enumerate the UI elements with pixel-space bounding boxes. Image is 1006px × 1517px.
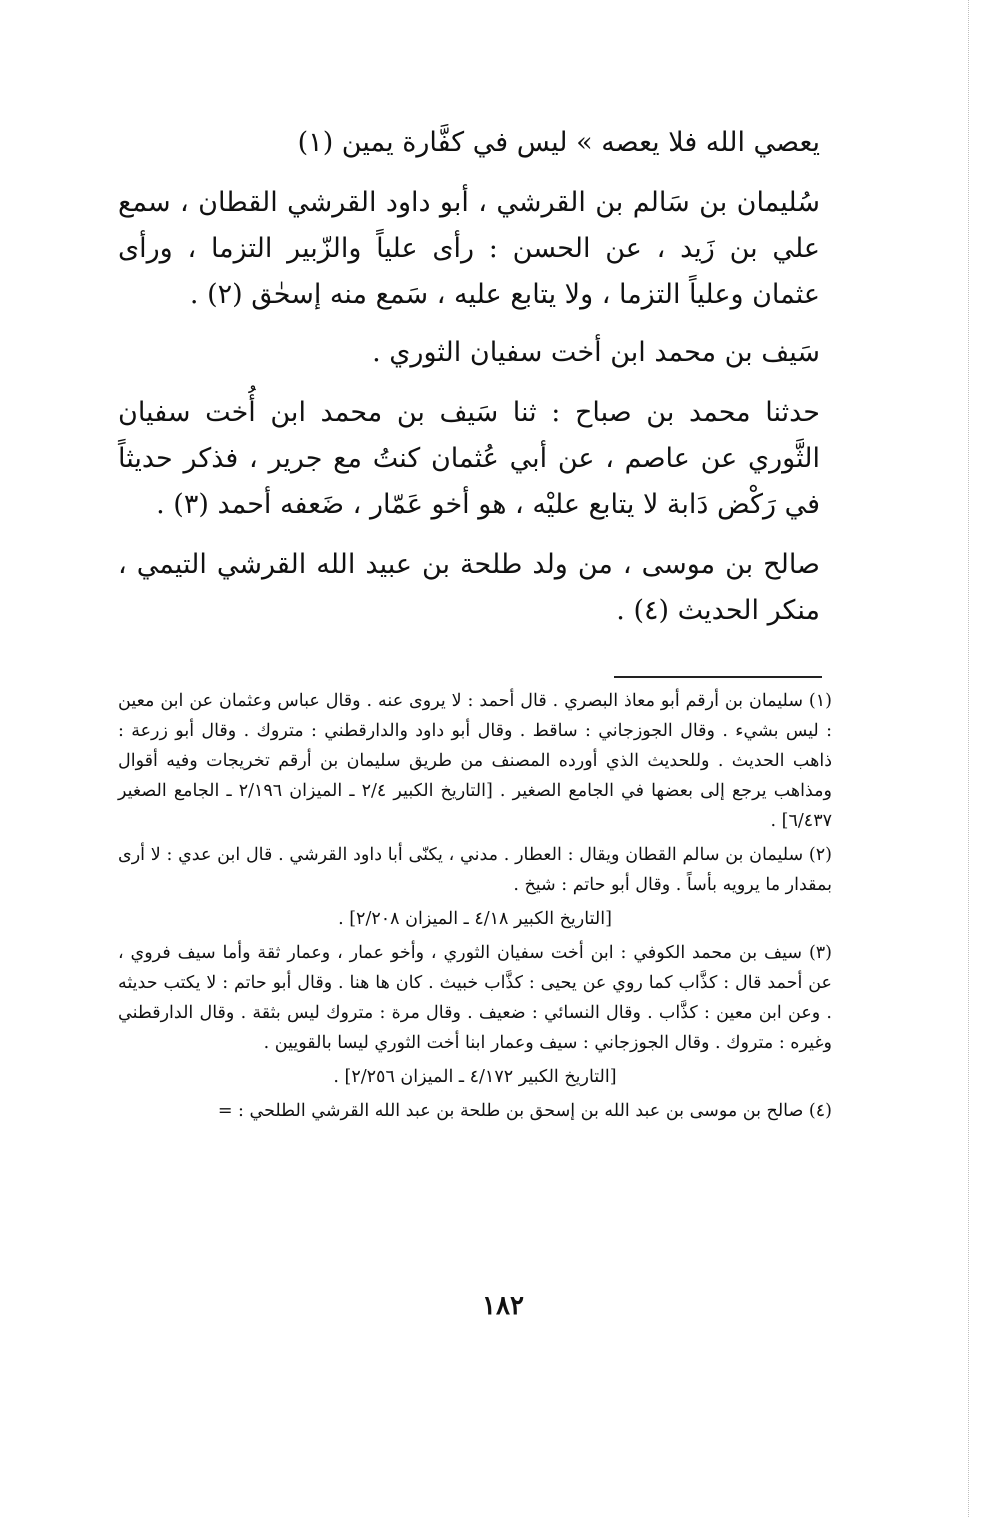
footnote-3: (٣) سيف بن محمد الكوفي : ابن أخت سفيان الثوري ، وأخو عمار ، وعمار ثقة وأما سيف فروي ، عن أحمد قال : كذَّاب كما روي عن يحيى : كذَّاب خبيث . كان ها هنا . وقال أبو حاتم : لا يكتب حديثه . وعن ابن معين : كذَّاب . وقال النسائي : ضعيف . وقال مرة : متروك ليس بثقة . وقال الدارقطني وغيره : متروك . وقال الجوزجاني : سيف وعمار ابنا أخت الثوري ليسا بالقويين . (118, 943, 832, 1053)
paragraph-sayf-bin-muhammad: سَيف بن محمد ابن أخت سفيان الثوري . (372, 337, 820, 368)
footnote-4: (٤) صالح بن موسى بن عبد الله بن إسحق بن طلحة بن عبد الله القرشي الطلحي : = (217, 1101, 832, 1121)
scan-edge-line (968, 0, 971, 1517)
footnote-2-reference: [التاريخ الكبير ٤/١٨ ـ الميزان ٢/٢٠٨] . (338, 909, 612, 929)
paragraph-sulayman-bin-salim: سُليمان بن سَالم بن القرشي ، أبو داود القرشي القطان ، سمع علي بن زَيد ، عن الحسن : رأى علياً والزّبير التزما ، ورأى عثمان وعلياً التزما ، ولا يتابع عليه ، سَمع منه إسحٰق (٢) . (118, 187, 820, 310)
footnote-separator (614, 676, 822, 678)
paragraph-continuation: يعصي الله فلا يعصه » ليس في كفَّارة يمين (١) (297, 127, 820, 158)
paragraph-haddathana: حدثنا محمد بن صباح : ثنا سَيف بن محمد ابن أُخت سفيان الثَّوري عن عاصم ، عن أبي عُثمان كنتُ مع جرير ، فذكر حديثاً في رَكْض دَابة لا يتابع عليْه ، هو أخو عَمّار ، ضَعفه أحمد (٣) . (118, 397, 820, 520)
paragraph-salih-bin-musa: صالح بن موسى ، من ولد طلحة بن عبيد الله القرشي التيمي ، منكر الحديث (٤) . (118, 549, 820, 626)
footnote-1: (١) سليمان بن أرقم أبو معاذ البصري . قال أحمد : لا يروى عنه . وقال عباس وعثمان عن ابن معين : ليس بشيء . وقال الجوزجاني : ساقط . وقال أبو داود والدارقطني : متروك . وقال أبو زرعة : ذاهب الحديث . وللحديث الذي أورده المصنف من طريق سليمان بن أرقم تخريجات وفيه أقوال ومذاهب يرجع إلى بعضها في الجامع الصغير . [التاريخ الكبير ٢/٤ ـ الميزان ٢/١٩٦ ـ الجامع الصغير ٦/٤٣٧] . (118, 691, 832, 831)
footnote-3-reference: [التاريخ الكبير ٤/١٧٢ ـ الميزان ٢/٢٥٦] . (333, 1067, 617, 1087)
main-text (118, 120, 820, 634)
page-number: ١٨٢ (482, 1291, 524, 1321)
footnotes (118, 686, 832, 1126)
footnote-2: (٢) سليمان بن سالم القطان ويقال : العطار . مدني ، يكنّى أبا داود القرشي . قال ابن عدي : لا أرى بمقدار ما يرويه بأساً . وقال أبو حاتم : شيخ . (118, 845, 832, 895)
